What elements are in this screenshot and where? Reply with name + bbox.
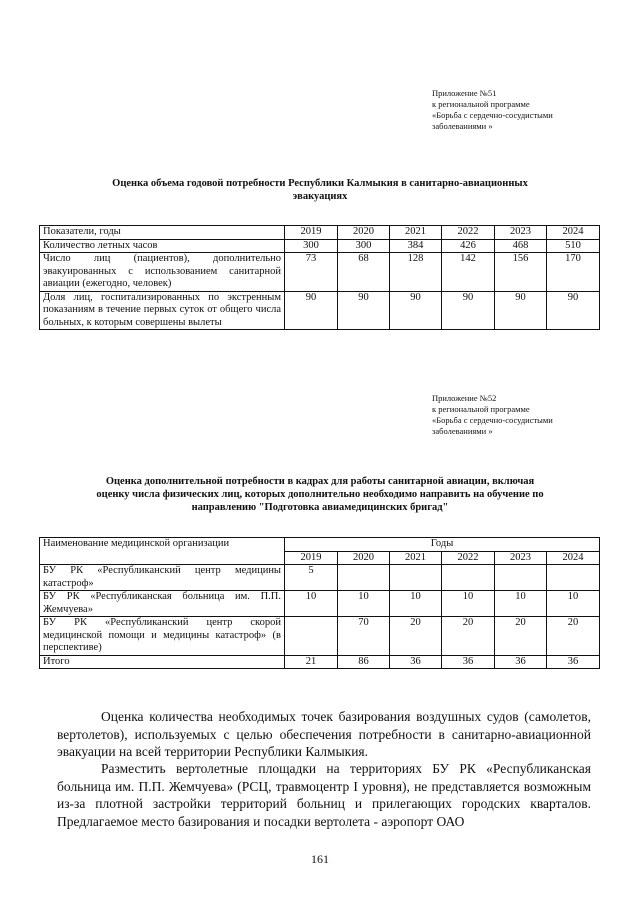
table-header-row	[40, 226, 600, 240]
value-cell: 21	[285, 655, 338, 669]
value-cell: 20	[390, 617, 442, 656]
value-cell: 90	[495, 291, 547, 330]
header-cell: Наименование медицинской организации	[40, 538, 285, 565]
value-cell: 510	[547, 239, 600, 253]
row-label: Число лиц (пациентов), дополнительно эвакуированных с использованием санитарной авиации (ежегодно, человек)	[40, 253, 285, 292]
year-cell: 2020	[338, 551, 390, 565]
value-cell: 426	[442, 239, 495, 253]
table2-title-line: направлению "Подготовка авиамедицинских бригад"	[191, 502, 449, 513]
table2-title	[40, 475, 600, 514]
annex-52-note	[432, 393, 632, 437]
year-cell: 2020	[338, 226, 390, 240]
value-cell: 36	[390, 655, 442, 669]
value-cell: 90	[285, 291, 338, 330]
value-cell: 384	[390, 239, 442, 253]
row-label: БУ РК «Республиканский центр медицины катастроф»	[40, 565, 285, 591]
row-label: Итого	[40, 655, 285, 669]
year-cell: 2019	[285, 226, 338, 240]
value-cell: 36	[442, 655, 495, 669]
annex-line: к региональной программе	[432, 404, 530, 414]
table-header-row	[40, 538, 600, 552]
value-cell: 20	[547, 617, 600, 656]
table-row	[40, 565, 600, 591]
years-group-header: Годы	[285, 538, 600, 552]
value-cell: 36	[547, 655, 600, 669]
table-row	[40, 591, 600, 617]
table1	[39, 225, 600, 330]
table-row	[40, 253, 600, 292]
annex-line: заболеваниями »	[432, 121, 493, 131]
value-cell: 10	[338, 591, 390, 617]
annex-line: к региональной программе	[432, 99, 530, 109]
row-label: Количество летных часов	[40, 239, 285, 253]
year-cell: 2023	[495, 226, 547, 240]
table-row	[40, 617, 600, 656]
value-cell: 10	[495, 591, 547, 617]
body-paragraph: Разместить вертолетные площадки на территориях БУ РК «Республиканская больница им. П.П. Жемчуева» (РСЦ, травмоцентр I уровня), не представляется возможным из-за плотной застройки территорий больниц и прилегающих городских кварталов. Предлагаемое место базирования и посадки вертолета - аэропорт ОАО	[57, 761, 591, 829]
value-cell: 90	[547, 291, 600, 330]
value-cell: 90	[442, 291, 495, 330]
value-cell: 73	[285, 253, 338, 292]
value-cell: 300	[338, 239, 390, 253]
value-cell	[285, 617, 338, 656]
row-label: БУ РК «Республиканский центр скорой медицинской помощи и медицины катастроф» (в перспективе)	[40, 617, 285, 656]
year-cell: 2022	[442, 226, 495, 240]
value-cell	[442, 565, 495, 591]
value-cell: 10	[285, 591, 338, 617]
table2-title-line: оценку числа физических лиц, которых дополнительно необходимо направить на обучение по	[96, 489, 544, 500]
table1-title-line: Оценка объема годовой потребности Республики Калмыкия в санитарно-авиационных	[112, 178, 528, 189]
annex-line: Приложение №52	[432, 393, 497, 403]
row-label: Доля лиц, госпитализированных по экстренным показаниям в течение первых суток от общего числа больных, к которым совершены вылеты	[40, 291, 285, 330]
year-cell: 2021	[390, 226, 442, 240]
value-cell: 468	[495, 239, 547, 253]
year-cell: 2023	[495, 551, 547, 565]
value-cell: 70	[338, 617, 390, 656]
table1-title	[40, 177, 600, 203]
value-cell: 5	[285, 565, 338, 591]
annex-line: «Борьба с сердечно-сосудистыми	[432, 415, 553, 425]
annex-line: Приложение №51	[432, 88, 497, 98]
body-paragraph: Оценка количества необходимых точек базирования воздушных судов (самолетов, вертолетов), используемых с целью обеспечения потребности в санитарно-авиационной эвакуации на всей территории Республики Калмыкия.	[57, 709, 591, 759]
value-cell: 300	[285, 239, 338, 253]
value-cell: 90	[338, 291, 390, 330]
row-label: БУ РК «Республиканская больница им. П.П. Жемчуева»	[40, 591, 285, 617]
table-row	[40, 291, 600, 330]
table-total-row	[40, 655, 600, 669]
table-row	[40, 239, 600, 253]
value-cell	[495, 565, 547, 591]
page-number: 161	[311, 852, 329, 866]
value-cell: 20	[442, 617, 495, 656]
year-cell: 2019	[285, 551, 338, 565]
year-cell: 2022	[442, 551, 495, 565]
annex-line: «Борьба с сердечно-сосудистыми	[432, 110, 553, 120]
value-cell: 10	[390, 591, 442, 617]
value-cell	[547, 565, 600, 591]
year-cell: 2021	[390, 551, 442, 565]
value-cell: 128	[390, 253, 442, 292]
value-cell: 90	[390, 291, 442, 330]
table2-title-line: Оценка дополнительной потребности в кадрах для работы санитарной авиации, включая	[105, 476, 535, 487]
year-cell: 2024	[547, 551, 600, 565]
year-cell: 2024	[547, 226, 600, 240]
value-cell	[390, 565, 442, 591]
value-cell: 20	[495, 617, 547, 656]
value-cell: 10	[547, 591, 600, 617]
annex-51-note	[432, 88, 632, 132]
header-cell: Показатели, годы	[40, 226, 285, 240]
value-cell: 142	[442, 253, 495, 292]
value-cell: 156	[495, 253, 547, 292]
annex-line: заболеваниями »	[432, 426, 493, 436]
table1-title-line: эвакуациях	[292, 191, 348, 202]
table2	[39, 537, 600, 669]
value-cell: 68	[338, 253, 390, 292]
value-cell: 86	[338, 655, 390, 669]
value-cell: 170	[547, 253, 600, 292]
value-cell: 10	[442, 591, 495, 617]
value-cell: 36	[495, 655, 547, 669]
value-cell	[338, 565, 390, 591]
